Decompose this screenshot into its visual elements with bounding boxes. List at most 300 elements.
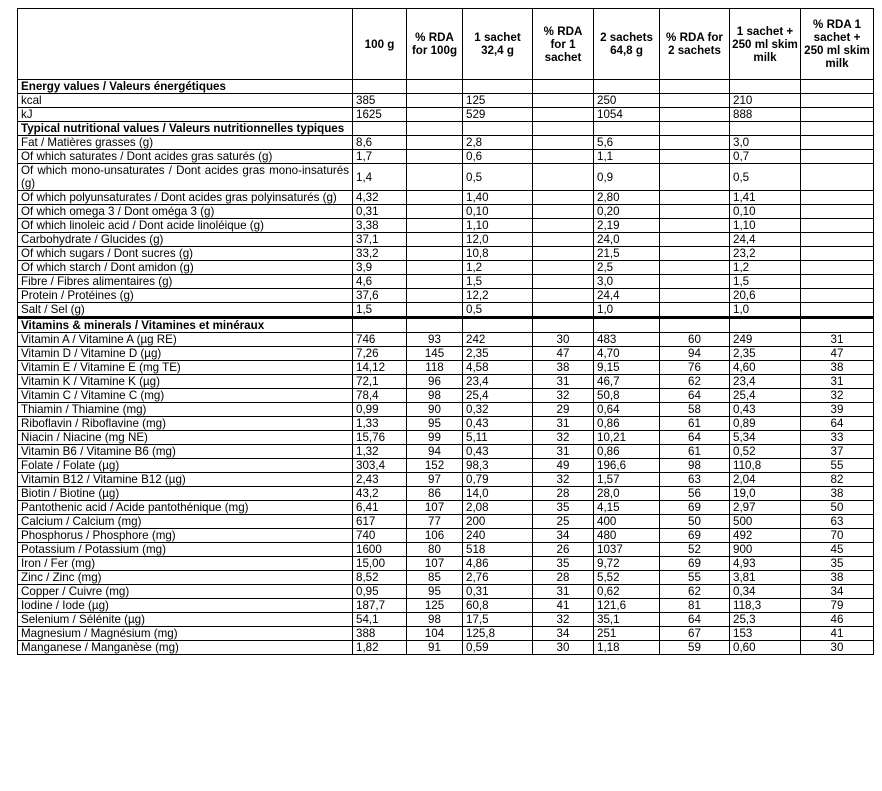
nutrient-label: Of which saturates / Dont acides gras saturés (g) [18, 150, 353, 164]
value-cell [407, 164, 463, 191]
value-cell: 97 [407, 473, 463, 487]
nutrient-label: Vitamin D / Vitamine D (µg) [18, 347, 353, 361]
value-cell: 32 [533, 613, 594, 627]
value-cell: 12,0 [463, 233, 533, 247]
table-row [18, 375, 874, 389]
value-cell: 5,6 [594, 136, 660, 150]
value-cell: 3,0 [730, 136, 801, 150]
value-cell: 900 [730, 543, 801, 557]
value-cell: 2,76 [463, 571, 533, 585]
value-cell [660, 150, 730, 164]
value-cell: 740 [353, 529, 407, 543]
value-cell [660, 275, 730, 289]
value-cell: 1,57 [594, 473, 660, 487]
value-cell [407, 233, 463, 247]
value-cell: 12,2 [463, 289, 533, 303]
value-cell: 152 [407, 459, 463, 473]
table-row [18, 247, 874, 261]
value-cell [801, 205, 874, 219]
header-cell-2-sachets: 2 sachets 64,8 g [594, 9, 660, 80]
value-cell: 5,34 [730, 431, 801, 445]
value-cell: 518 [463, 543, 533, 557]
value-cell: 23,2 [730, 247, 801, 261]
nutrient-label: Vitamin B12 / Vitamine B12 (µg) [18, 473, 353, 487]
value-cell: 38 [801, 487, 874, 501]
value-cell [407, 108, 463, 122]
value-cell: 0,5 [463, 303, 533, 318]
value-cell: 25,4 [730, 389, 801, 403]
value-cell: 93 [407, 333, 463, 347]
value-cell: 1600 [353, 543, 407, 557]
table-row [18, 417, 874, 431]
value-cell: 82 [801, 473, 874, 487]
value-cell: 104 [407, 627, 463, 641]
value-cell: 43,2 [353, 487, 407, 501]
value-cell [660, 303, 730, 318]
value-cell: 32 [801, 389, 874, 403]
nutrient-label: Of which sugars / Dont sucres (g) [18, 247, 353, 261]
value-cell: 60 [660, 333, 730, 347]
value-cell: 64 [660, 389, 730, 403]
table-row [18, 459, 874, 473]
value-cell [533, 289, 594, 303]
value-cell [801, 94, 874, 108]
value-cell: 0,7 [730, 150, 801, 164]
value-cell: 6,41 [353, 501, 407, 515]
value-cell: 303,4 [353, 459, 407, 473]
value-cell [660, 247, 730, 261]
value-cell: 30 [533, 333, 594, 347]
value-cell: 0,5 [730, 164, 801, 191]
value-cell: 0,20 [594, 205, 660, 219]
value-cell: 1,41 [730, 191, 801, 205]
nutrient-label: Phosphorus / Phosphore (mg) [18, 529, 353, 543]
table-row [18, 191, 874, 205]
nutrient-label: Vitamin K / Vitamine K (µg) [18, 375, 353, 389]
value-cell: 58 [660, 403, 730, 417]
value-cell: 14,0 [463, 487, 533, 501]
value-cell: 1,32 [353, 445, 407, 459]
nutrient-label: kcal [18, 94, 353, 108]
value-cell: 8,52 [353, 571, 407, 585]
nutrient-label: Vitamin C / Vitamine C (mg) [18, 389, 353, 403]
value-cell: 37,1 [353, 233, 407, 247]
value-cell: 25,3 [730, 613, 801, 627]
value-cell: 400 [594, 515, 660, 529]
value-cell: 2,35 [730, 347, 801, 361]
value-cell: 385 [353, 94, 407, 108]
value-cell: 85 [407, 571, 463, 585]
nutrient-label: Of which starch / Dont amidon (g) [18, 261, 353, 275]
nutrient-label: Of which mono-unsaturates / Dont acides gras mono-insaturés (g) [18, 164, 353, 191]
section-header-row [18, 318, 874, 333]
value-cell: 5,52 [594, 571, 660, 585]
table-row [18, 501, 874, 515]
empty-cell [801, 318, 874, 333]
header-cell-rda-100g: % RDA for 100g [407, 9, 463, 80]
table-row [18, 445, 874, 459]
nutrition-table [17, 8, 874, 655]
value-cell: 32 [533, 473, 594, 487]
value-cell: 10,8 [463, 247, 533, 261]
value-cell: 46 [801, 613, 874, 627]
value-cell: 37 [801, 445, 874, 459]
value-cell: 118,3 [730, 599, 801, 613]
value-cell: 1,5 [730, 275, 801, 289]
value-cell: 24,0 [594, 233, 660, 247]
value-cell: 23,4 [463, 375, 533, 389]
value-cell: 1,5 [463, 275, 533, 289]
value-cell: 81 [660, 599, 730, 613]
value-cell: 69 [660, 529, 730, 543]
value-cell: 69 [660, 501, 730, 515]
value-cell: 15,76 [353, 431, 407, 445]
table-row [18, 289, 874, 303]
nutrient-label: Salt / Sel (g) [18, 303, 353, 318]
value-cell: 1,4 [353, 164, 407, 191]
value-cell: 242 [463, 333, 533, 347]
value-cell: 1,5 [353, 303, 407, 318]
value-cell: 2,80 [594, 191, 660, 205]
empty-cell [730, 122, 801, 136]
table-row [18, 515, 874, 529]
empty-cell [407, 318, 463, 333]
value-cell: 0,95 [353, 585, 407, 599]
nutrient-label: Biotin / Biotine (µg) [18, 487, 353, 501]
value-cell [801, 289, 874, 303]
value-cell: 3,38 [353, 219, 407, 233]
value-cell: 38 [801, 571, 874, 585]
table-row [18, 361, 874, 375]
value-cell: 145 [407, 347, 463, 361]
nutrient-label: Protein / Protéines (g) [18, 289, 353, 303]
value-cell [533, 150, 594, 164]
value-cell: 1,1 [594, 150, 660, 164]
value-cell: 69 [660, 557, 730, 571]
value-cell: 0,60 [730, 641, 801, 655]
empty-cell [407, 122, 463, 136]
value-cell: 0,43 [463, 417, 533, 431]
value-cell: 17,5 [463, 613, 533, 627]
table-row [18, 585, 874, 599]
value-cell: 746 [353, 333, 407, 347]
value-cell: 0,34 [730, 585, 801, 599]
nutrient-label: Carbohydrate / Glucides (g) [18, 233, 353, 247]
value-cell: 107 [407, 557, 463, 571]
value-cell: 153 [730, 627, 801, 641]
value-cell: 86 [407, 487, 463, 501]
table-row [18, 403, 874, 417]
nutrient-label: Niacin / Niacine (mg NE) [18, 431, 353, 445]
value-cell [801, 191, 874, 205]
section-header-row [18, 122, 874, 136]
value-cell: 38 [533, 361, 594, 375]
value-cell: 31 [801, 375, 874, 389]
value-cell: 200 [463, 515, 533, 529]
value-cell: 35 [533, 501, 594, 515]
table-row [18, 261, 874, 275]
value-cell: 31 [801, 333, 874, 347]
value-cell: 125 [407, 599, 463, 613]
value-cell: 3,9 [353, 261, 407, 275]
empty-cell [463, 122, 533, 136]
header-cell-rda-1-sachet: % RDA for 1 sachet [533, 9, 594, 80]
value-cell: 54,1 [353, 613, 407, 627]
nutrient-label: Calcium / Calcium (mg) [18, 515, 353, 529]
value-cell: 1037 [594, 543, 660, 557]
empty-cell [730, 318, 801, 333]
value-cell [801, 247, 874, 261]
header-cell-rda-1-sachet-milk: % RDA 1 sachet + 250 ml skim milk [801, 9, 874, 80]
value-cell [533, 233, 594, 247]
value-cell: 1054 [594, 108, 660, 122]
empty-cell [660, 80, 730, 94]
section-title: Vitamins & minerals / Vitamines et minéraux [18, 318, 353, 333]
value-cell: 4,93 [730, 557, 801, 571]
value-cell: 7,26 [353, 347, 407, 361]
value-cell: 250 [594, 94, 660, 108]
value-cell [407, 94, 463, 108]
value-cell: 67 [660, 627, 730, 641]
value-cell: 0,86 [594, 445, 660, 459]
value-cell: 480 [594, 529, 660, 543]
value-cell: 28 [533, 571, 594, 585]
value-cell: 107 [407, 501, 463, 515]
value-cell: 98 [407, 613, 463, 627]
value-cell: 90 [407, 403, 463, 417]
empty-cell [594, 122, 660, 136]
table-row [18, 557, 874, 571]
empty-cell [353, 80, 407, 94]
table-row [18, 347, 874, 361]
value-cell: 2,8 [463, 136, 533, 150]
value-cell: 91 [407, 641, 463, 655]
value-cell: 28 [533, 487, 594, 501]
value-cell: 33,2 [353, 247, 407, 261]
value-cell [801, 108, 874, 122]
value-cell: 196,6 [594, 459, 660, 473]
value-cell: 59 [660, 641, 730, 655]
table-row [18, 333, 874, 347]
table-row [18, 613, 874, 627]
value-cell [660, 164, 730, 191]
nutrient-label: Vitamin A / Vitamine A (µg RE) [18, 333, 353, 347]
value-cell: 47 [533, 347, 594, 361]
value-cell: 14,12 [353, 361, 407, 375]
value-cell: 98 [407, 389, 463, 403]
value-cell: 95 [407, 585, 463, 599]
value-cell: 1,33 [353, 417, 407, 431]
value-cell: 0,31 [353, 205, 407, 219]
nutrient-label: Selenium / Sélénite (µg) [18, 613, 353, 627]
table-row [18, 599, 874, 613]
value-cell: 61 [660, 417, 730, 431]
value-cell: 20,6 [730, 289, 801, 303]
value-cell: 0,9 [594, 164, 660, 191]
value-cell: 72,1 [353, 375, 407, 389]
value-cell [801, 233, 874, 247]
header-cell-1-sachet: 1 sachet 32,4 g [463, 9, 533, 80]
value-cell: 0,64 [594, 403, 660, 417]
nutrient-label: Folate / Folate (µg) [18, 459, 353, 473]
value-cell [407, 247, 463, 261]
value-cell: 56 [660, 487, 730, 501]
value-cell: 15,00 [353, 557, 407, 571]
value-cell: 2,08 [463, 501, 533, 515]
value-cell: 52 [660, 543, 730, 557]
value-cell: 31 [533, 585, 594, 599]
value-cell: 2,97 [730, 501, 801, 515]
value-cell: 483 [594, 333, 660, 347]
value-cell: 240 [463, 529, 533, 543]
value-cell: 529 [463, 108, 533, 122]
value-cell: 2,35 [463, 347, 533, 361]
nutrition-document [17, 8, 873, 655]
value-cell: 1,0 [594, 303, 660, 318]
value-cell: 50 [801, 501, 874, 515]
nutrient-label: Vitamin B6 / Vitamine B6 (mg) [18, 445, 353, 459]
value-cell: 41 [801, 627, 874, 641]
value-cell: 492 [730, 529, 801, 543]
section-title: Energy values / Valeurs énergétiques [18, 80, 353, 94]
value-cell: 70 [801, 529, 874, 543]
table-row [18, 233, 874, 247]
nutrient-label: Vitamin E / Vitamine E (mg TE) [18, 361, 353, 375]
value-cell: 35 [801, 557, 874, 571]
value-cell: 19,0 [730, 487, 801, 501]
value-cell: 41 [533, 599, 594, 613]
value-cell: 0,31 [463, 585, 533, 599]
value-cell: 24,4 [594, 289, 660, 303]
value-cell [407, 205, 463, 219]
value-cell: 2,5 [594, 261, 660, 275]
value-cell [660, 261, 730, 275]
value-cell: 1,82 [353, 641, 407, 655]
value-cell: 1,0 [730, 303, 801, 318]
value-cell: 125,8 [463, 627, 533, 641]
empty-cell [801, 80, 874, 94]
empty-cell [463, 318, 533, 333]
value-cell: 55 [801, 459, 874, 473]
value-cell: 1,10 [463, 219, 533, 233]
table-row [18, 431, 874, 445]
nutrient-label: Thiamin / Thiamine (mg) [18, 403, 353, 417]
value-cell: 46,7 [594, 375, 660, 389]
value-cell [407, 275, 463, 289]
value-cell: 617 [353, 515, 407, 529]
empty-cell [660, 122, 730, 136]
header-cell-label [18, 9, 353, 80]
value-cell: 4,32 [353, 191, 407, 205]
value-cell: 98 [660, 459, 730, 473]
value-cell: 1,2 [463, 261, 533, 275]
value-cell: 1,10 [730, 219, 801, 233]
value-cell [407, 289, 463, 303]
value-cell: 2,19 [594, 219, 660, 233]
value-cell [801, 164, 874, 191]
nutrient-label: Riboflavin / Riboflavine (mg) [18, 417, 353, 431]
value-cell: 34 [533, 627, 594, 641]
value-cell: 2,04 [730, 473, 801, 487]
value-cell: 94 [660, 347, 730, 361]
empty-cell [533, 318, 594, 333]
value-cell: 96 [407, 375, 463, 389]
value-cell: 64 [660, 613, 730, 627]
value-cell [533, 219, 594, 233]
value-cell: 10,21 [594, 431, 660, 445]
value-cell: 0,59 [463, 641, 533, 655]
empty-cell [533, 122, 594, 136]
value-cell: 0,10 [730, 205, 801, 219]
value-cell [660, 289, 730, 303]
section-header-row [18, 80, 874, 94]
nutrient-label: Of which polyunsaturates / Dont acides gras polyinsaturés (g) [18, 191, 353, 205]
value-cell: 25 [533, 515, 594, 529]
value-cell [407, 261, 463, 275]
value-cell: 38 [801, 361, 874, 375]
value-cell [660, 136, 730, 150]
value-cell: 0,86 [594, 417, 660, 431]
value-cell: 64 [660, 431, 730, 445]
value-cell [801, 219, 874, 233]
table-row [18, 473, 874, 487]
value-cell [533, 247, 594, 261]
value-cell: 0,62 [594, 585, 660, 599]
nutrient-label: Iron / Fer (mg) [18, 557, 353, 571]
value-cell: 8,6 [353, 136, 407, 150]
value-cell: 5,11 [463, 431, 533, 445]
value-cell: 1,2 [730, 261, 801, 275]
value-cell: 94 [407, 445, 463, 459]
value-cell: 121,6 [594, 599, 660, 613]
value-cell: 37,6 [353, 289, 407, 303]
value-cell [801, 261, 874, 275]
value-cell: 62 [660, 585, 730, 599]
value-cell: 34 [533, 529, 594, 543]
value-cell: 4,60 [730, 361, 801, 375]
value-cell: 78,4 [353, 389, 407, 403]
value-cell: 9,15 [594, 361, 660, 375]
nutrition-table-body [18, 80, 874, 655]
value-cell: 4,15 [594, 501, 660, 515]
nutrient-label: Magnesium / Magnésium (mg) [18, 627, 353, 641]
empty-cell [730, 80, 801, 94]
value-cell [660, 191, 730, 205]
value-cell [533, 205, 594, 219]
table-row [18, 641, 874, 655]
value-cell [533, 303, 594, 318]
table-row [18, 94, 874, 108]
value-cell: 35,1 [594, 613, 660, 627]
table-row [18, 543, 874, 557]
value-cell: 1,7 [353, 150, 407, 164]
value-cell: 33 [801, 431, 874, 445]
value-cell: 77 [407, 515, 463, 529]
table-row [18, 627, 874, 641]
value-cell: 888 [730, 108, 801, 122]
value-cell [407, 150, 463, 164]
header-row [18, 9, 874, 80]
value-cell: 45 [801, 543, 874, 557]
table-row [18, 303, 874, 318]
value-cell [801, 275, 874, 289]
value-cell [407, 219, 463, 233]
nutrient-label: Copper / Cuivre (mg) [18, 585, 353, 599]
value-cell: 64 [801, 417, 874, 431]
empty-cell [407, 80, 463, 94]
value-cell: 61 [660, 445, 730, 459]
value-cell [407, 191, 463, 205]
